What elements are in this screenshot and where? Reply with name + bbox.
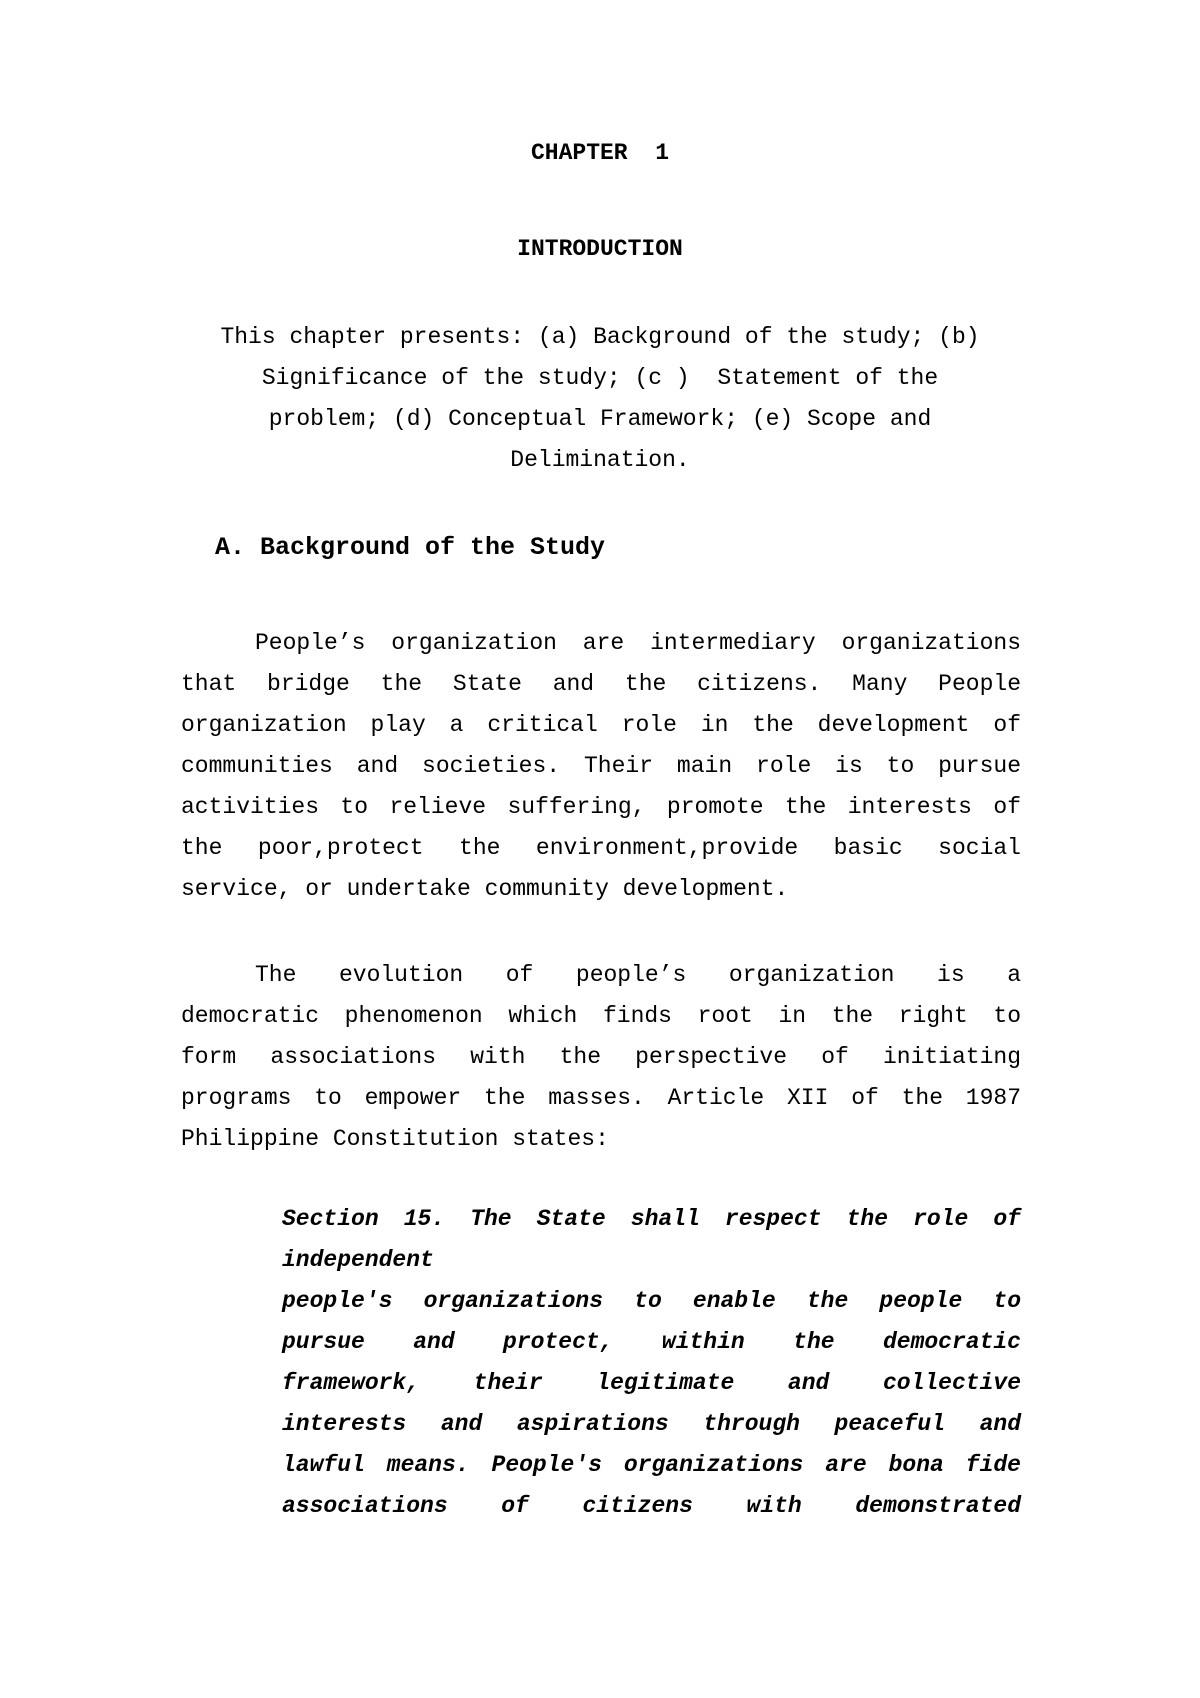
paragraph-line: programs to empower the masses. Article XII of the 1987 [181,1085,1021,1111]
paragraph-line: democratic phenomenon which finds root in the right to [181,1003,1021,1029]
paragraph-line: People’s organization are intermediary organizations [255,630,1021,656]
summary-line: Significance of the study; (c ) Statement of the [261,365,939,391]
paragraph-line: service, or undertake community development. [181,876,789,902]
chapter-label: CHAPTER 1 [530,140,670,166]
chapter-summary [180,317,1020,481]
paragraph-line: communities and societies. Their main role is to pursue [181,753,1021,779]
summary-line: This chapter presents: (a) Background of the study; (b) [220,324,980,350]
quote-line: pursue and protect, within the democratic [282,1329,1021,1355]
quote-line: independent [282,1247,434,1273]
chapter-title: INTRODUCTION [517,236,683,262]
paragraph-line: Philippine Constitution states: [181,1126,609,1152]
summary-line: Delimination. [510,447,690,473]
quote-line: Section 15. The State shall respect the role of [282,1206,1021,1232]
quote-line: interests and aspirations through peaceful and [282,1411,1021,1437]
quote-line: associations of citizens with demonstrated [282,1493,1021,1519]
quote-line: people's organizations to enable the people to [282,1288,1021,1314]
paragraph-line: the poor,protect the environment,provide basic social [181,835,1021,861]
body-paragraph [181,623,1021,910]
quote-line: lawful means. People's organizations are bona fide [282,1452,1021,1478]
paragraph-line: activities to relieve suffering, promote the interests of [181,794,1021,820]
paragraph-line: form associations with the perspective of initiating [181,1044,1021,1070]
paragraph-line: organization play a critical role in the development of [181,712,1021,738]
paragraph-line: that bridge the State and the citizens. Many People [181,671,1021,697]
constitution-quote [282,1199,1021,1527]
summary-line: problem; (d) Conceptual Framework; (e) Scope and [268,406,932,432]
body-paragraph [181,955,1021,1160]
section-heading: A. Background of the Study [215,533,606,562]
quote-line: framework, their legitimate and collective [282,1370,1021,1396]
paragraph-line: The evolution of people’s organization is a [255,962,1021,988]
